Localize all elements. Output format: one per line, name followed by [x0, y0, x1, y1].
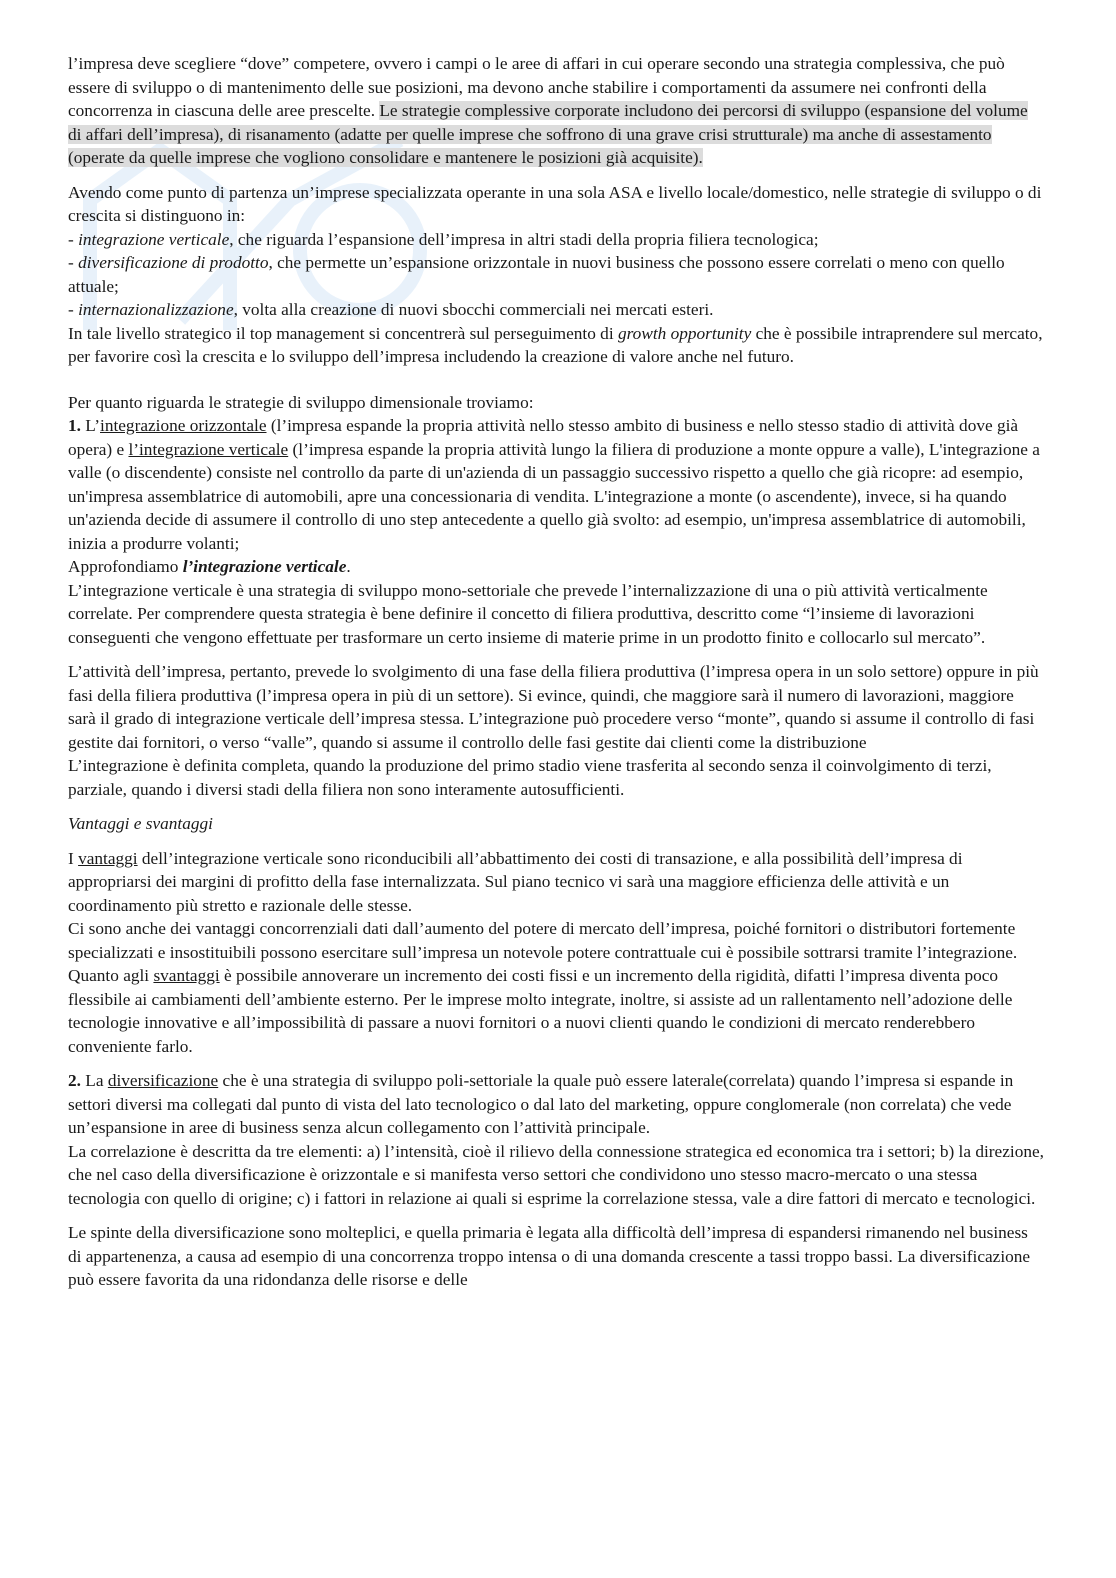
paragraph-diversification: 2. La diversificazione che è una strategia di sviluppo poli-settoriale la quale può essere laterale(correlata) quando l’impresa si espande in settori diversi ma collegati dal punto di vista del lato tecnologico o dal lato del marketing, oppure conglomerale (non correlata) che vede un’espansione in aree di business senza alcun collegamento con l’attività principale. La correlazione è descritta da tre elementi: a) l’intensità, cioè il rilievo della connessione strategica ed economica tra i settori; b) la direzione, che nel caso della diversificazione è orizzontale e si manifesta verso settori che condividono uno stesso macro-mercato o una stessa tecnologia con quello di origine; c) i fattori in relazione ai quali si esprime la correlazione stessa, vale a dire fattori di mercato e tecnologici. — [68, 1071, 1044, 1208]
paragraph-growth-strategies: Avendo come punto di partenza un’imprese specializzata operante in una sola ASA e livello locale/domestico, nelle strategie di sviluppo o di crescita si distinguono in: - integrazione verticale, che riguarda l’espansione dell’impresa in altri stadi della propria filiera tecnologica; - diversificazione di prodotto, che permette un’espansione orizzontale in nuovi business che possono essere correlati o meno con quello attuale; - internazionalizzazione, volta alla creazione di nuovi sbocchi commerciali nei mercati esteri. In tale livello strategico il top management si concentrerà sul perseguimento di growth opportunity che è possibile intraprendere sul mercato, per favorire così la crescita e lo sviluppo dell’impresa includendo la creazione di valore anche nel futuro. — [68, 182, 1043, 366]
highlighted-text: Le strategie complessive corporate includono dei percorsi di sviluppo (espansione del volume di affari dell’impresa), di risanamento (adatte per quelle imprese che soffrono di una grave crisi strutturale) ma anche di assestamento (operate da quelle imprese che vogliono consolidare e mantenere le posizioni già acquisite). — [68, 101, 1028, 167]
section-heading-vantaggi: Vantaggi e svantaggi — [68, 814, 213, 833]
paragraph-corporate-strategies: l’impresa deve scegliere “dove” competere, ovvero i campi o le aree di affari in cui operare secondo una strategia complessiva, che può essere di sviluppo o di mantenimento delle sue posizioni, ma devono anche stabilire i comportamenti da assumere nei confronti della concorrenza in ciascuna delle aree prescelte. Le strategie complessive corporate includono dei percorsi di sviluppo (espansione del volume di affari dell’impresa), di risanamento (adatte per quelle imprese che soffrono di una grave crisi strutturale) ma anche di assestamento (operate da quelle imprese che vogliono consolidare e mantenere le posizioni già acquisite). — [68, 54, 1028, 167]
paragraph-advantages: I vantaggi dell’integrazione verticale sono riconducibili all’abbattimento dei costi di transazione, e alla possibilità dell’impresa di appropriarsi dei margini di profitto della fase internalizzata. Sul piano tecnico vi sarà una maggiore efficienza delle attività e un coordinamento più stretto e razionale delle stesse. Ci sono anche dei vantaggi concorrenziali dati dall’aumento del potere di mercato dell’impresa, poiché fornitori o distributori fortemente specializzati e insostituibili possono esercitare sull’impresa un notevole potere contrattuale cui è possibile sottrarsi tramite l’integrazione. Quanto agli svantaggi è possibile annoverare un incremento dei costi fissi e un incremento della rigidità, difatti l’impresa diventa poco flessibile ai cambiamenti dell’ambiente esterno. Per le imprese molto integrate, inoltre, si assiste ad un rallentamento nell’adozione delle tecnologie innovative e all’impossibilità di passare a nuovi fornitori o a nuovi clienti quando le condizioni di mercato renderebbero conveniente farlo. — [68, 848, 1018, 1056]
document-page — [68, 52, 1044, 1292]
paragraph-diversification-drivers: Le spinte della diversificazione sono molteplici, e quella primaria è legata alla difficoltà dell’impresa di espandersi rimanendo nel business di appartenenza, a causa ad esempio di una concorrenza troppo intensa o di una domanda crescente a tassi troppo bassi. La diversificazione può essere favorita da una ridondanza delle risorse e delle — [68, 1223, 1031, 1289]
paragraph-production-chain: L’attività dell’impresa, pertanto, prevede lo svolgimento di una fase della filiera produttiva (l’impresa opera in un solo settore) oppure in più fasi della filiera produttiva (l’impresa opera in più di un settore). Si evince, quindi, che maggiore sarà il numero di lavorazioni, maggiore sarà il grado di integrazione verticale dell’impresa stessa. L’integrazione può procedere verso “monte”, quando si assume il controllo di fasi gestite dai fornitori, o verso “valle”, quando si assume il controllo delle fasi gestite dai clienti come la distribuzione L’integrazione è definita completa, quando la produzione del primo stadio viene trasferita al secondo senza il coinvolgimento di terzi, parziale, quando i diversi stadi della filiera non sono interamente autosufficienti. — [68, 662, 1039, 799]
paragraph-dimensional-development: Per quanto riguarda le strategie di sviluppo dimensionale troviamo: 1. L’integrazione orizzontale (l’impresa espande la propria attività nello stesso ambito di business e nello stesso stadio di attività dove già opera) e l’integrazione verticale (l’impresa espande la propria attività lungo la filiera di produzione a monte oppure a valle), L'integrazione a valle (o discendente) consiste nel controllo da parte di un'azienda di un passaggio successivo rispetto a quello che già ricopre: ad esempio, un'impresa assemblatrice di automobili, apre una concessionaria di vendita. L'integrazione a monte (o ascendente), invece, si ha quando un'azienda decide di assumere il controllo di uno step antecedente a quello già svolto: ad esempio, un'impresa assemblatrice di automobili, inizia a produrre volanti; Approfondiamo l’integrazione verticale. L’integrazione verticale è una strategia di sviluppo mono-settoriale che prevede l’internalizzazione di una o più attività verticalmente correlate. Per comprendere questa strategia è bene definire il concetto di filiera produttiva, descritto come “l’insieme di lavorazioni conseguenti che vengono effettuate per trasformare un certo insieme di materie prime in un prodotto finito e collocarlo sul mercato”. — [68, 392, 1040, 647]
